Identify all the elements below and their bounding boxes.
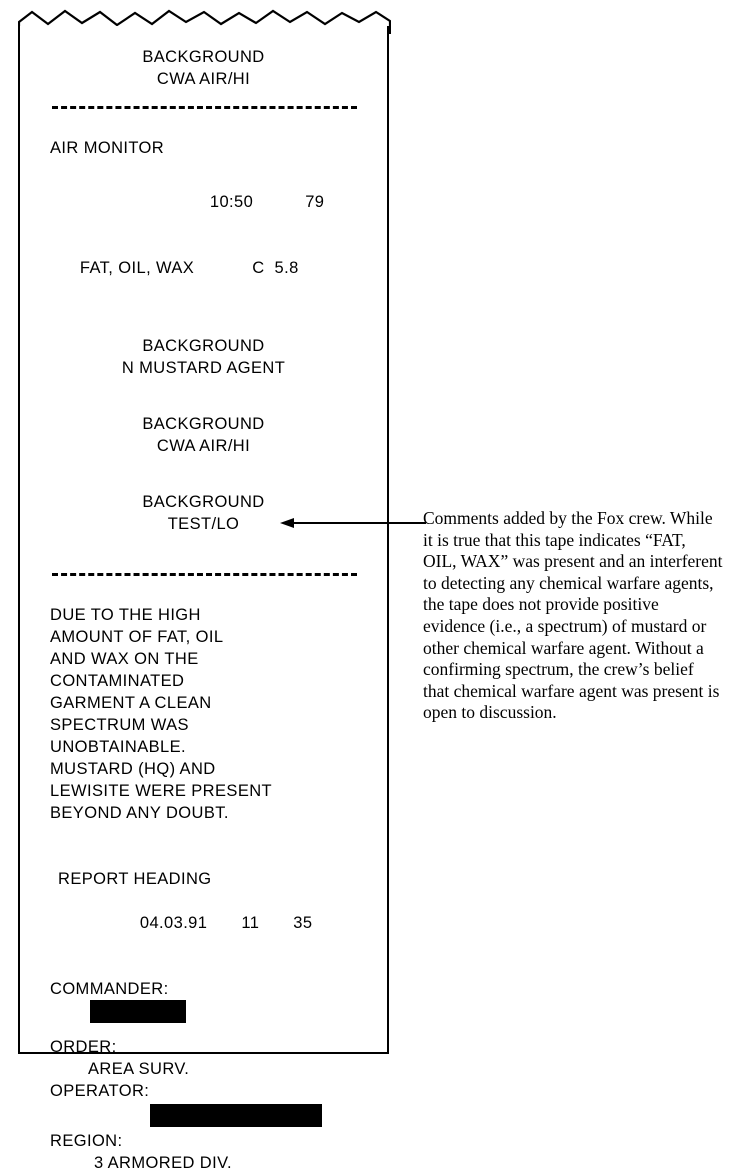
spacer: [40, 159, 367, 169]
reading-time-row: [40, 169, 367, 235]
reading-code: C 5.8: [252, 259, 299, 277]
header-line-1: BACKGROUND: [142, 48, 265, 66]
operator-row: [40, 1080, 367, 1104]
reading-time: 10:50: [209, 193, 254, 211]
crew-note-line: CONTAMINATED: [50, 672, 185, 690]
block-0-line-1: BACKGROUND: [142, 337, 265, 355]
block-1-line-2: CWA AIR/HI: [156, 437, 251, 455]
region-value: 3 ARMORED DIV.: [94, 1154, 232, 1172]
block-2-line-2: TEST/LO: [167, 515, 240, 533]
report-minute: 35: [293, 914, 313, 932]
reading-substance: FAT, OIL, WAX: [79, 259, 195, 277]
order-label: ORDER:: [50, 1038, 117, 1056]
crew-note-line: SPECTRUM WAS: [50, 716, 189, 734]
report-heading: REPORT HEADING: [58, 870, 212, 888]
order-value: AREA SURV.: [88, 1060, 190, 1078]
dashed-divider-bottom: [52, 573, 357, 578]
region-label: REGION:: [50, 1132, 123, 1150]
commander-label: COMMANDER:: [50, 980, 169, 998]
crew-note-line: DUE TO THE HIGH: [50, 606, 201, 624]
air-monitor-label: AIR MONITOR: [50, 139, 165, 157]
commander-value-row: [40, 1000, 367, 1026]
operator-label: OPERATOR:: [50, 1082, 150, 1100]
spacer: [40, 379, 367, 413]
spacer: [40, 956, 367, 978]
crew-note-line: AND WAX ON THE: [50, 650, 199, 668]
tape-printout: [18, 26, 389, 1172]
annotation-text: Comments added by the Fox crew. While it is true that this tape indicates “FAT, OIL, WAX” was present and an interferent to detecting any chemical warfare agents, the tape does not provide positive evidence (i.e., a spectrum) of mustard or other chemical warfare agent. Without a confirming spectrum, the crew’s belief that chemical warfare agent was present is open to discussion.: [423, 508, 723, 723]
reading-value: 79: [305, 193, 325, 211]
spacer: [40, 824, 367, 858]
crew-note-line: BEYOND ANY DOUBT.: [50, 804, 229, 822]
crew-note-line: UNOBTAINABLE.: [50, 738, 187, 756]
redaction-bar: [150, 1104, 322, 1127]
block-1-line-1: BACKGROUND: [142, 415, 265, 433]
annotation-leader-arrow-icon: [278, 516, 428, 530]
dashed-divider-top: [52, 106, 357, 111]
operator-value-row: [40, 1104, 367, 1130]
block-0-line-2: N MUSTARD AGENT: [121, 359, 286, 377]
spacer: [40, 858, 367, 868]
spacer: [40, 1026, 367, 1036]
header-line-2: CWA AIR/HI: [156, 70, 251, 88]
crew-note-line: MUSTARD (HQ) AND: [50, 760, 216, 778]
crew-note-line: AMOUNT OF FAT, OIL: [50, 628, 224, 646]
spacer: [40, 535, 367, 557]
crew-note-line: GARMENT A CLEAN: [50, 694, 212, 712]
printer-tape: [18, 8, 391, 1172]
spacer: [40, 594, 367, 604]
report-date: 04.03.91: [139, 914, 208, 932]
spacer: [40, 127, 367, 137]
report-hour: 11: [241, 914, 260, 932]
spacer: [40, 457, 367, 491]
spacer: [40, 301, 367, 335]
redaction-bar: [90, 1000, 186, 1023]
crew-note-line: LEWISITE WERE PRESENT: [50, 782, 273, 800]
block-2-line-1: BACKGROUND: [142, 493, 265, 511]
report-datetime-row: [40, 890, 367, 956]
reading-substance-row: [40, 235, 367, 301]
crew-note: [40, 604, 367, 824]
